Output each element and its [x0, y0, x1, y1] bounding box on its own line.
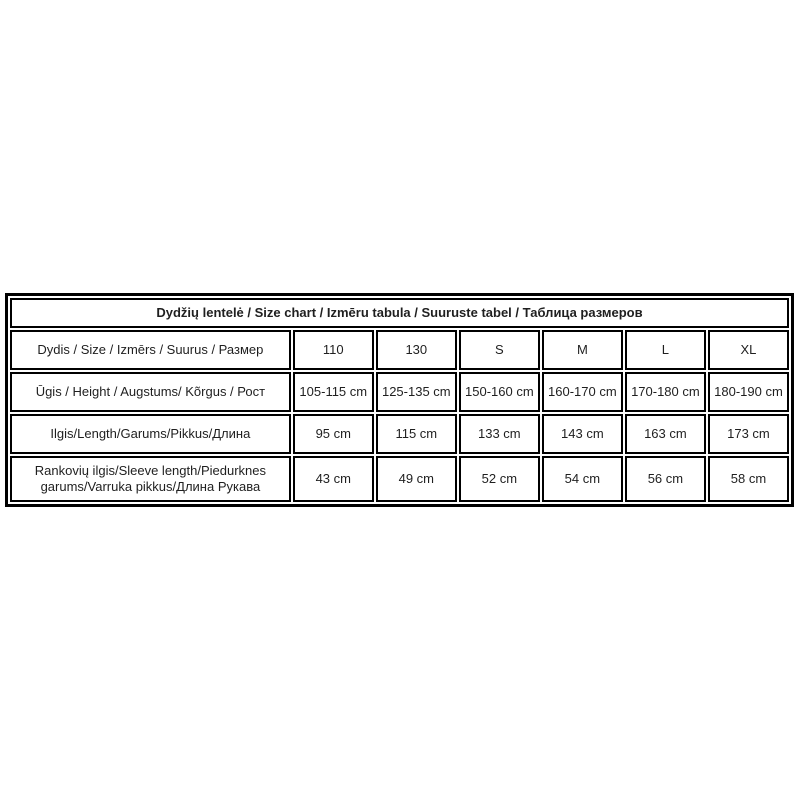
- row-label-sleeve-length: Rankovių ilgis/Sleeve length/Piedurknes garums/Varruka pikkus/Длина Рукава: [10, 456, 291, 502]
- length-value-130: 115 cm: [376, 414, 457, 454]
- size-value-s: S: [459, 330, 540, 370]
- length-value-110: 95 cm: [293, 414, 374, 454]
- table-row-height: [10, 372, 789, 412]
- table-row-size: [10, 330, 789, 370]
- size-chart-table: [5, 293, 794, 507]
- table-row-length: [10, 414, 789, 454]
- size-value-xl: XL: [708, 330, 789, 370]
- length-value-m: 143 cm: [542, 414, 623, 454]
- size-value-l: L: [625, 330, 706, 370]
- sleeve-value-l: 56 cm: [625, 456, 706, 502]
- length-value-s: 133 cm: [459, 414, 540, 454]
- table-row-sleeve-length: [10, 456, 789, 502]
- row-label-size: Dydis / Size / Izmērs / Suurus / Размер: [10, 330, 291, 370]
- height-value-l: 170-180 cm: [625, 372, 706, 412]
- sleeve-value-xl: 58 cm: [708, 456, 789, 502]
- height-value-m: 160-170 cm: [542, 372, 623, 412]
- table-title: Dydžių lentelė / Size chart / Izmēru tabula / Suuruste tabel / Таблица размеров: [10, 298, 789, 328]
- row-label-length: Ilgis/Length/Garums/Pikkus/Длина: [10, 414, 291, 454]
- length-value-xl: 173 cm: [708, 414, 789, 454]
- sleeve-value-m: 54 cm: [542, 456, 623, 502]
- height-value-s: 150-160 cm: [459, 372, 540, 412]
- length-value-l: 163 cm: [625, 414, 706, 454]
- size-value-130: 130: [376, 330, 457, 370]
- size-value-110: 110: [293, 330, 374, 370]
- sleeve-value-130: 49 cm: [376, 456, 457, 502]
- size-value-m: M: [542, 330, 623, 370]
- height-value-130: 125-135 cm: [376, 372, 457, 412]
- table-title-row: [10, 298, 789, 328]
- height-value-xl: 180-190 cm: [708, 372, 789, 412]
- sleeve-value-110: 43 cm: [293, 456, 374, 502]
- row-label-height: Ūgis / Height / Augstums/ Kõrgus / Рост: [10, 372, 291, 412]
- sleeve-value-s: 52 cm: [459, 456, 540, 502]
- height-value-110: 105-115 cm: [293, 372, 374, 412]
